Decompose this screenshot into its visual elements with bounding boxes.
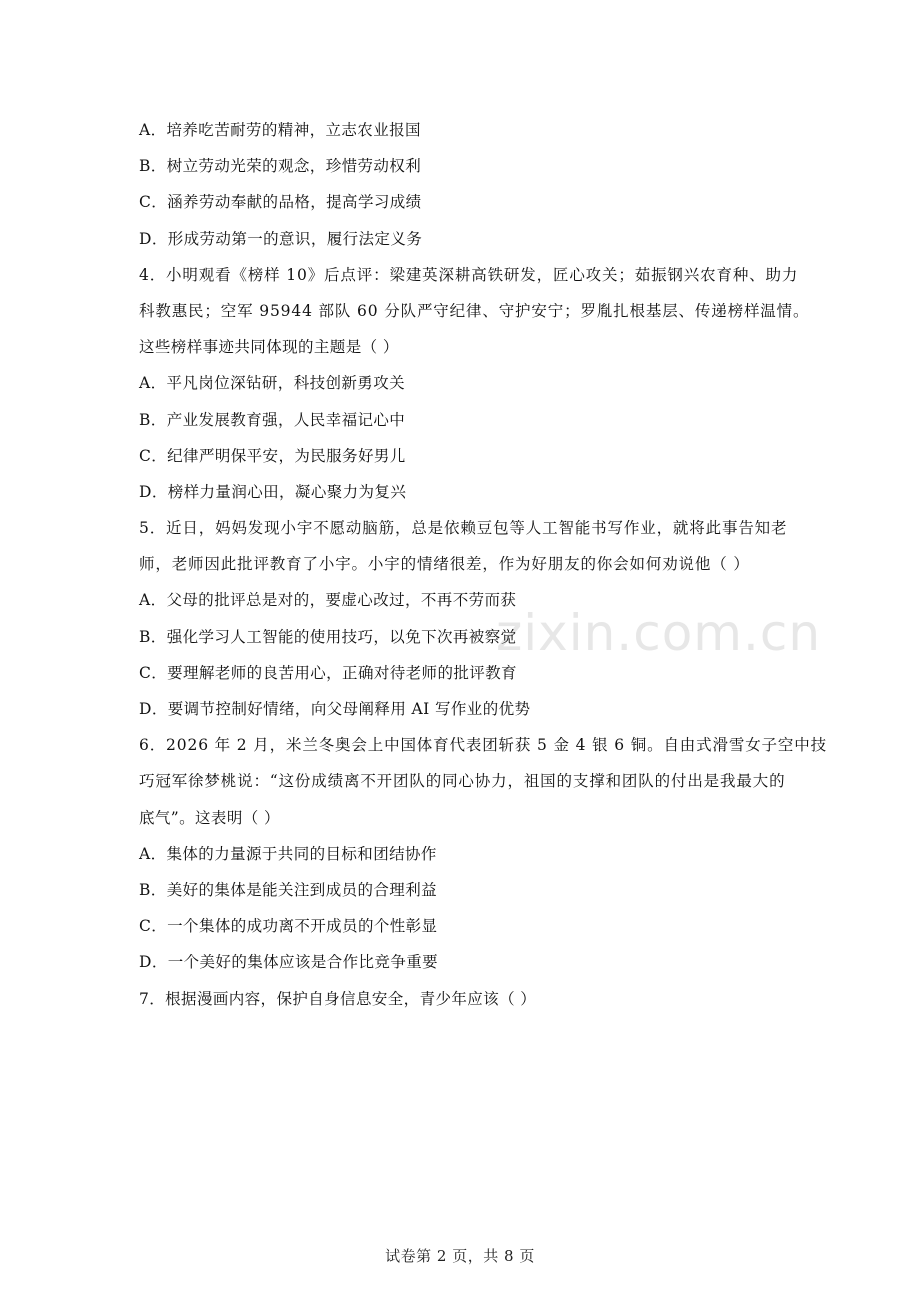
q4-stem-line-2: 科教惠民；空军 95944 部队 60 分队严守纪律、守护安宁；罗胤扎根基层、传递榜样温情。	[139, 301, 810, 320]
q5-option-c[interactable]: C．要理解老师的良苦用心，正确对待老师的批评教育	[139, 663, 517, 682]
q5-stem-line-1: 5．近日，妈妈发现小宇不愿动脑筋，总是依赖豆包等人工智能书写作业，就将此事告知老	[139, 519, 788, 538]
q5-option-d[interactable]: D．要调节控制好情绪，向父母阐释用 AI 写作业的优势	[139, 700, 531, 718]
page-content	[139, 112, 827, 1017]
watermark: zixin.com.cn	[496, 604, 822, 662]
q7-stem-line-1: 7．根据漫画内容，保护自身信息安全，青少年应该（ ）	[139, 989, 537, 1008]
q6-stem-line-3: 底气”。这表明（ ）	[139, 808, 280, 827]
q6-option-c[interactable]: C．一个集体的成功离不开成员的个性彰显	[139, 917, 438, 936]
q5-option-b[interactable]: B．强化学习人工智能的使用技巧，以免下次再被察觉	[139, 627, 517, 646]
question-6	[139, 727, 827, 980]
q6-stem-line-1: 6．2026 年 2 月，米兰冬奥会上中国体育代表团斩获 5 金 4 银 6 铜。自由式滑雪女子空中技	[139, 736, 827, 755]
q3-option-b[interactable]: B．树立劳动光荣的观念，珍惜劳动权利	[139, 157, 422, 176]
q6-option-b[interactable]: B．美好的集体是能关注到成员的合理利益	[139, 880, 437, 899]
q6-option-a[interactable]: A．集体的力量源于共同的目标和团结协作	[139, 844, 437, 863]
q5-stem-line-2: 师，老师因此批评教育了小宇。小宇的情绪很差，作为好朋友的你会如何劝说他（ ）	[139, 555, 750, 574]
q4-option-d[interactable]: D．榜样力量润心田，凝心聚力为复兴	[139, 482, 407, 501]
question-7	[139, 981, 789, 1017]
q4-option-a[interactable]: A．平凡岗位深钻研，科技创新勇攻关	[139, 374, 405, 393]
q3-option-d[interactable]: D．形成劳动第一的意识，履行法定义务	[139, 229, 423, 248]
q4-option-c[interactable]: C．纪律严明保平安，为民服务好男儿	[139, 446, 406, 465]
q6-stem-line-2: 巧冠军徐梦桃说：“这份成绩离不开团队的同心协力，祖国的支撑和团队的付出是我最大的	[139, 772, 786, 791]
question-3-options	[139, 112, 789, 257]
q3-option-c[interactable]: C．涵养劳动奉献的品格，提高学习成绩	[139, 193, 422, 212]
q3-option-a[interactable]: A．培养吃苦耐劳的精神，立志农业报国	[139, 121, 421, 139]
question-4	[139, 257, 810, 510]
q4-stem-line-3: 这些榜样事迹共同体现的主题是（ ）	[139, 338, 399, 357]
question-5	[139, 510, 789, 727]
q5-option-a[interactable]: A．父母的批评总是对的，要虚心改过，不再不劳而获	[139, 591, 517, 610]
page-footer: 试卷第 2 页，共 8 页	[385, 1247, 535, 1265]
q6-option-d[interactable]: D．一个美好的集体应该是合作比竞争重要	[139, 953, 439, 972]
q4-option-b[interactable]: B．产业发展教育强，人民幸福记心中	[139, 410, 406, 429]
q4-stem-line-1: 4．小明观看《榜样 10》后点评：梁建英深耕高铁研发，匠心攻关；茹振钢兴农育种、助力	[139, 265, 799, 284]
